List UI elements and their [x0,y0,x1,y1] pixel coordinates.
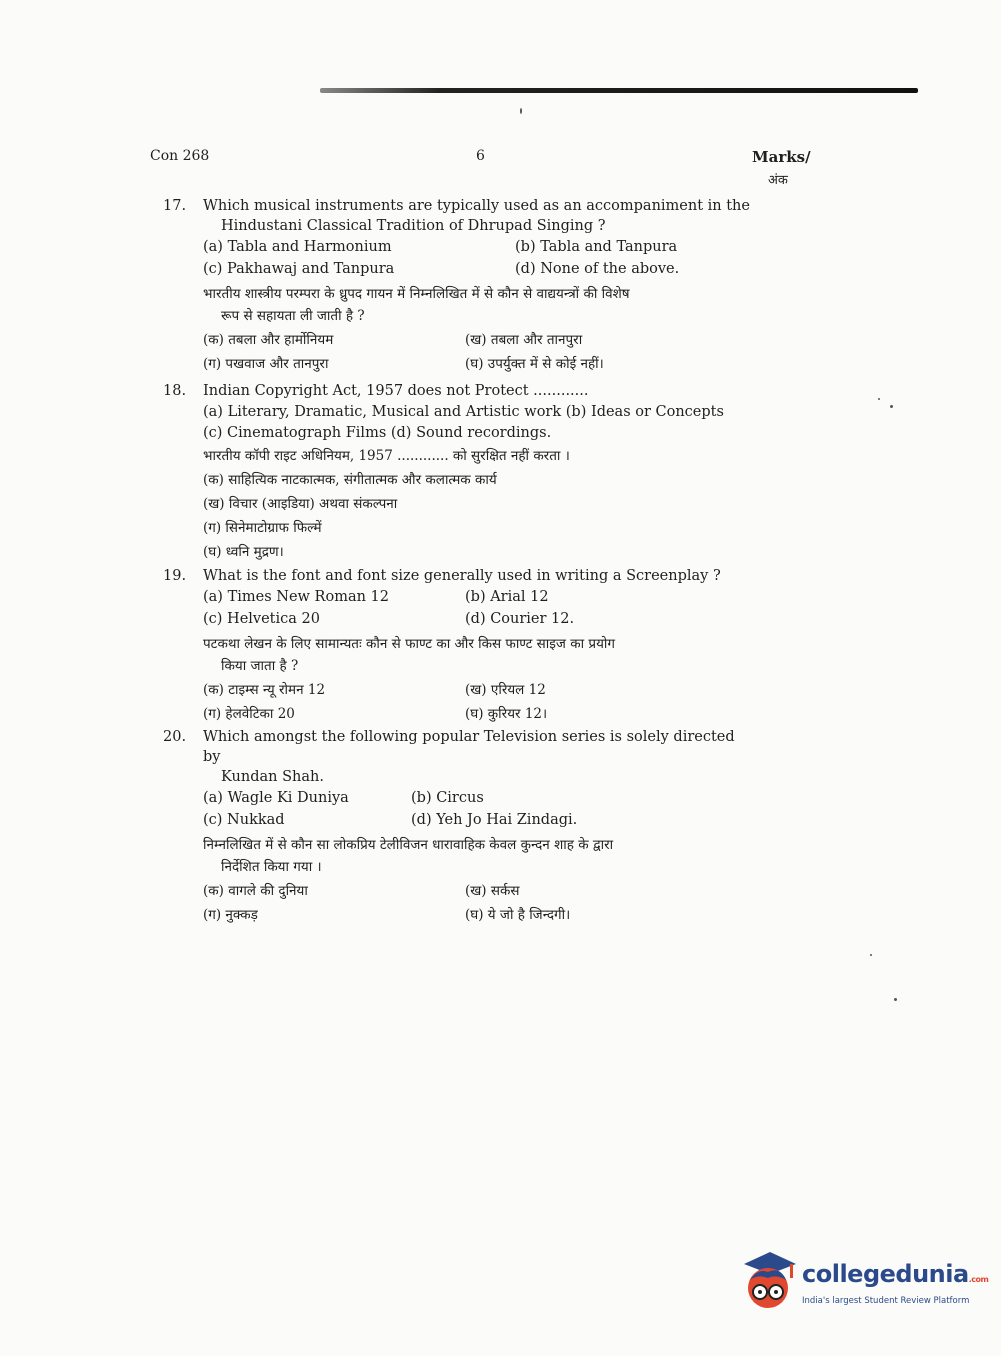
question-20 [163,727,753,926]
option-d: (d) Courier 12. [465,611,575,627]
options-en [203,237,753,279]
question-line: Kundan Shah. [221,769,324,785]
option-b: (b) Tabla and Tanpura [515,239,678,255]
option-gha: (घ) उपर्युक्त में से कोई नहीं। [465,356,604,372]
option-kha: (ख) एरियल 12 [465,682,546,698]
options-hi [203,880,753,926]
collegedunia-watermark [740,1250,989,1320]
question-number: 20. [163,729,187,745]
question-line: निम्नलिखित में से कौन सा लोकप्रिय टेलीविजन धारावाहिक केवल कुन्दन शाह के द्वारा [203,837,614,853]
question-line: भारतीय शास्त्रीय परम्परा के ध्रुपद गायन में निम्नलिखित में से कौन से वाद्ययन्त्रों की विशेष [203,286,630,302]
option-ka: (क) टाइम्स न्यू रोमन 12 [203,682,326,698]
brand-tagline: India's largest Student Review Platform [802,1296,970,1306]
option-b: (b) Arial 12 [465,589,549,605]
options-en [203,788,753,830]
question-17 [163,196,753,375]
question-text-en [203,381,753,444]
option-d: (d) Yeh Jo Hai Zindagi. [411,812,578,828]
brand-name [802,1260,988,1288]
question-line: Which amongst the following popular Television series is solely directed by [203,729,735,765]
question-text-hi [203,633,753,677]
question-text-en [203,196,753,236]
page-number: 6 [476,148,485,164]
question-number: 17. [163,198,187,214]
question-text-hi [203,283,753,327]
question-number: 19. [163,568,187,584]
question-18 [163,381,753,564]
brand-text: collegedunia [802,1260,969,1288]
option-kha: (ख) सर्कस [465,883,520,899]
option-c: (c) Helvetica 20 [203,611,320,627]
options-en [203,587,753,629]
scan-speck [520,108,522,114]
option-ka: (क) साहित्यिक नाटकात्मक, संगीतात्मक और कलात्मक कार्य [203,472,497,488]
top-rule [320,88,918,93]
marks-label: Marks/ [752,148,811,166]
question-line: Hindustani Classical Tradition of Dhrupad Singing ? [221,218,606,234]
option-kha: (ख) विचार (आइडिया) अथवा संकल्पना [203,496,398,512]
paper-code: Con 268 [150,148,210,164]
question-line: रूप से सहायता ली जाती है ? [221,308,365,324]
question-line: किया जाता है ? [221,658,299,674]
option-a-b: (a) Literary, Dramatic, Musical and Artistic work (b) Ideas or Concepts [203,404,724,420]
question-text-hi [203,834,753,878]
option-gha: (घ) कुरियर 12। [465,706,548,722]
option-a: (a) Wagle Ki Duniya [203,790,349,806]
option-c-d: (c) Cinematograph Films (d) Sound recordings. [203,425,552,441]
question-line: Indian Copyright Act, 1957 does not Protect ............ [203,383,589,399]
option-ga: (ग) नुक्कड़ [203,907,258,923]
scan-speck [894,998,897,1001]
graduate-mascot-icon [740,1250,798,1314]
question-line: पटकथा लेखन के लिए सामान्यतः कौन से फाण्ट का और किस फाण्ट साइज का प्रयोग [203,636,615,652]
scan-speck [878,398,880,400]
marks-label-hindi: अंक [768,173,788,188]
question-text-hi [203,444,753,564]
question-text-en [203,566,753,586]
option-a: (a) Tabla and Harmonium [203,239,392,255]
question-line: भारतीय कॉपी राइट अधिनियम, 1957 ............ को सुरक्षित नहीं करता । [203,448,570,464]
option-gha: (घ) ये जो है जिन्दगी। [465,907,571,923]
option-b: (b) Circus [411,790,484,806]
option-ga: (ग) हेलवेटिका 20 [203,706,295,722]
option-c: (c) Pakhawaj and Tanpura [203,261,395,277]
option-ga: (ग) सिनेमाटोग्राफ फिल्में [203,520,322,536]
question-number: 18. [163,383,187,399]
question-line: Which musical instruments are typically used as an accompaniment in the [203,198,750,214]
question-line: निर्देशित किया गया । [221,859,322,875]
option-gha: (घ) ध्वनि मुद्रण। [203,544,284,560]
option-ka: (क) वागले की दुनिया [203,883,308,899]
question-line: What is the font and font size generally used in writing a Screenplay ? [203,568,721,584]
option-d: (d) None of the above. [515,261,680,277]
question-19 [163,566,753,725]
scan-speck [870,954,872,956]
scan-speck [890,405,893,408]
brand-suffix: .com [968,1275,989,1284]
option-ga: (ग) पखवाज और तानपुरा [203,356,329,372]
question-text-en [203,727,753,787]
options-hi [203,329,753,375]
option-a: (a) Times New Roman 12 [203,589,389,605]
option-c: (c) Nukkad [203,812,285,828]
options-hi [203,679,753,725]
option-ka: (क) तबला और हार्मोनियम [203,332,334,348]
option-kha: (ख) तबला और तानपुरा [465,332,583,348]
